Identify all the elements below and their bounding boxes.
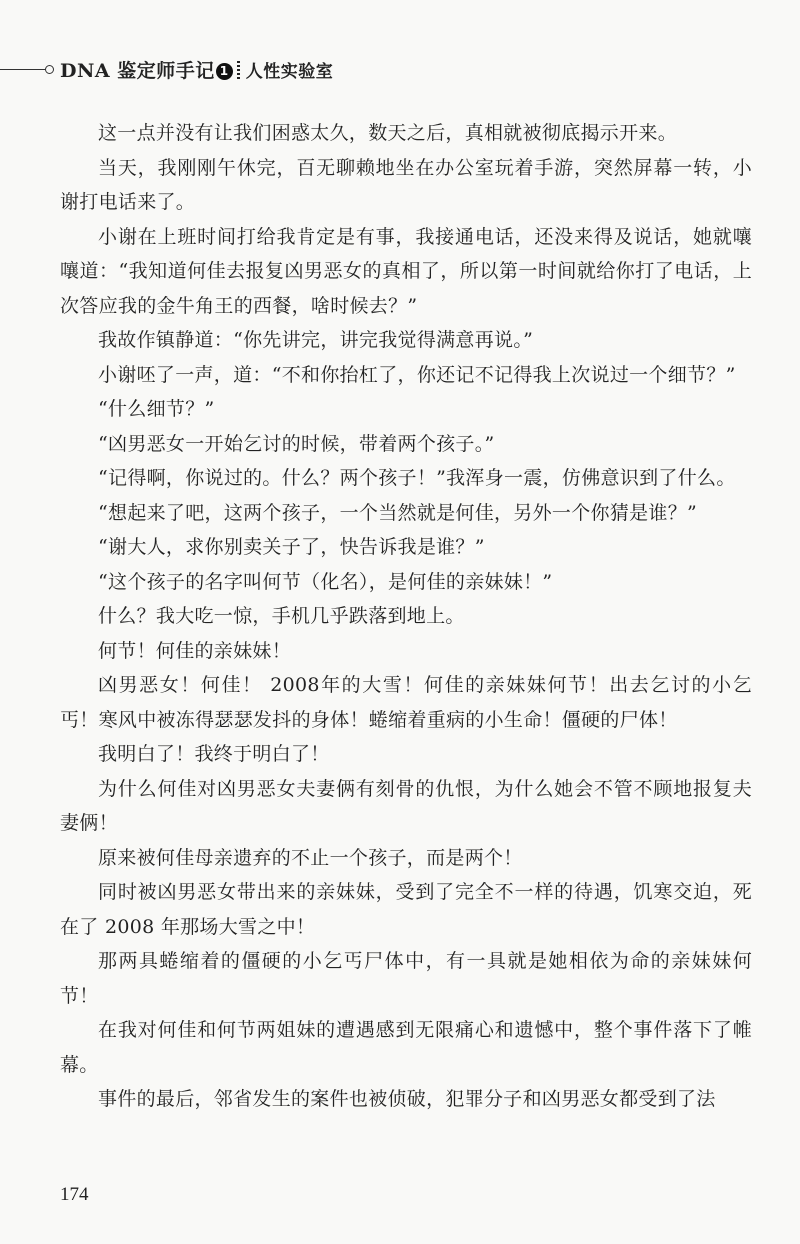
header-rule: [0, 69, 46, 70]
paragraph: 事件的最后，邻省发生的案件也被侦破，犯罪分子和凶男恶女都受到了法: [98, 1088, 716, 1110]
paragraph: 当天，我刚刚午休完，百无聊赖地坐在办公室玩着手游，突然屏幕一转，小谢打电话来了。: [60, 156, 752, 213]
paragraph: “谢大人，求你别卖关子了，快告诉我是谁？”: [98, 536, 485, 558]
page-number: 174: [60, 1184, 89, 1205]
paragraph: “记得啊，你说过的。什么？两个孩子！”我浑身一震，仿佛意识到了什么。: [98, 467, 736, 489]
paragraph: 小谢呸了一声，道：“不和你抬杠了，你还记不记得我上次说过一个细节？”: [98, 363, 736, 386]
volume-badge: 1: [216, 63, 233, 80]
paragraph: 什么？我大吃一惊，手机几乎跌落到地上。: [98, 605, 465, 627]
book-subtitle: 人性实验室: [245, 62, 334, 82]
body-text: [60, 116, 752, 1117]
divider-ornament: [237, 61, 240, 79]
running-header: [0, 50, 800, 90]
paragraph: 同时被凶男恶女带出来的亲妹妹，受到了完全不一样的待遇，饥寒交迫，死在了 2008 年那场大雪之中！: [60, 881, 752, 938]
paragraph: “这个孩子的名字叫何节（化名），是何佳的亲妹妹！”: [98, 570, 553, 593]
running-title: [60, 56, 333, 83]
paragraph: 我故作镇静道：“你先讲完，讲完我觉得满意再说。”: [98, 329, 534, 351]
paragraph: 这一点并没有让我们困惑太久，数天之后，真相就被彻底揭示开来。: [98, 122, 678, 144]
paragraph: “凶男恶女一开始乞讨的时候，带着两个孩子。”: [98, 432, 495, 455]
paragraph: “什么细节？”: [98, 398, 215, 420]
paragraph: 那两具蜷缩着的僵硬的小乞丐尸体中，有一具就是她相依为命的亲妹妹何节！: [60, 950, 752, 1007]
paragraph: 为什么何佳对凶男恶女夫妻俩有刻骨的仇恨，为什么她会不管不顾地报复夫妻俩！: [60, 777, 752, 834]
paragraph: 原来被何佳母亲遗弃的不止一个孩子，而是两个！: [98, 846, 523, 869]
paragraph: 何节！何佳的亲妹妹！: [98, 639, 292, 662]
paragraph: 小谢在上班时间打给我肯定是有事，我接通电话，还没来得及说话，她就嚷嚷道：“我知道何佳去报复凶男恶女的真相了，所以第一时间就给你打了电话，上次答应我的金牛角王的西餐，啥时候去？”: [60, 225, 752, 317]
paragraph: “想起来了吧，这两个孩子，一个当然就是何佳，另外一个你猜是谁？”: [98, 501, 698, 524]
header-circle-ornament: [45, 65, 54, 74]
book-title: DNA 鉴定师手记: [60, 60, 215, 82]
paragraph: 我明白了！我终于明白了！: [98, 743, 330, 765]
paragraph: 凶男恶女！何佳！ 2008年的大雪！何佳的亲妹妹何节！出去乞讨的小乞丐！寒风中被冻得瑟瑟发抖的身体！蜷缩着重病的小生命！僵硬的尸体！: [60, 674, 752, 731]
paragraph: 在我对何佳和何节两姐妹的遭遇感到无限痛心和遗憾中，整个事件落下了帷幕。: [60, 1019, 752, 1076]
